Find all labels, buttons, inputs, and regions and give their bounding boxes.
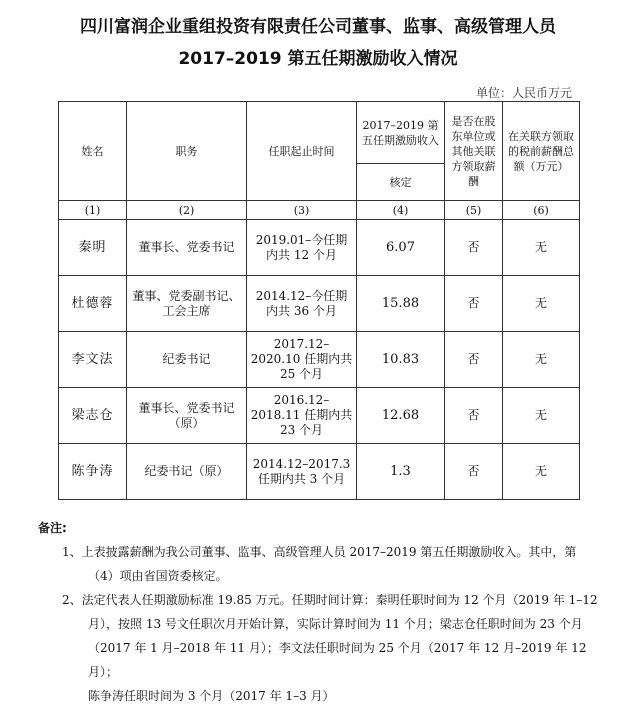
cell-incentive: 12.68 — [357, 388, 445, 444]
compensation-table — [58, 101, 580, 500]
notes-label: 备注: — [38, 521, 67, 535]
cell-position: 纪委书记（原） — [127, 444, 247, 500]
header-name: 姓名 — [59, 102, 127, 201]
header-related-total: 在关联方领取的税前薪酬总额（万元） — [503, 102, 580, 201]
cell-related-total: 无 — [503, 388, 580, 444]
cell-incentive: 1.3 — [357, 444, 445, 500]
cell-term: 2014.12–2017.3 任期内共 3 个月 — [247, 444, 357, 500]
page-subtitle: 2017–2019 第五任期激励收入情况 — [178, 49, 458, 69]
header-related: 是否在股东单位或其他关联方领取薪酬 — [445, 102, 503, 201]
cell-term: 2014.12–今任期内共 36 个月 — [247, 276, 357, 332]
table-row — [59, 444, 580, 500]
cell-related-total: 无 — [503, 332, 580, 388]
index-cell: (3) — [247, 201, 357, 220]
cell-related: 否 — [445, 220, 503, 276]
cell-incentive: 15.88 — [357, 276, 445, 332]
header-incentive: 2017–2019 第五任期激励收入 — [357, 102, 445, 164]
note-1-line-2: （4）项由省国资委核定。 — [88, 569, 228, 583]
notes-section — [38, 516, 598, 708]
index-cell: (1) — [59, 201, 127, 220]
note-2-line-3: （2017 年 1 月–2018 年 11 月）；李文法任职时间为 25 个月（2017 年 12 月–2019 年 12 月）； — [88, 641, 587, 679]
table-row — [59, 388, 580, 444]
cell-name: 陈争涛 — [59, 444, 127, 500]
cell-term: 2017.12–2020.10 任期内共 25 个月 — [247, 332, 357, 388]
cell-position: 董事、党委副书记、工会主席 — [127, 276, 247, 332]
cell-name: 杜德蓉 — [59, 276, 127, 332]
header-term: 任职起止时间 — [247, 102, 357, 201]
cell-related: 否 — [445, 332, 503, 388]
cell-related-total: 无 — [503, 220, 580, 276]
cell-incentive: 10.83 — [357, 332, 445, 388]
page-title: 四川富润企业重组投资有限责任公司董事、监事、高级管理人员 — [80, 17, 556, 37]
index-cell: (6) — [503, 201, 580, 220]
note-2-line-2: 月），按照 13 号文任职次月开始计算，实际计算时间为 11 个月；梁志仓任职时间为 23 个月 — [88, 617, 583, 631]
note-2-line-1: 2、法定代表人任期激励标准 19.85 万元。任期时间计算：秦明任职时间为 12 个月（2019 年 1–12 — [62, 593, 598, 607]
index-cell: (4) — [357, 201, 445, 220]
unit-label: 单位：人民币万元 — [475, 86, 572, 100]
cell-term: 2019.01–今任期内共 12 个月 — [247, 220, 357, 276]
cell-position: 董事长、党委书记 — [127, 220, 247, 276]
cell-position: 纪委书记 — [127, 332, 247, 388]
table-row — [59, 220, 580, 276]
cell-name: 梁志仓 — [59, 388, 127, 444]
cell-related-total: 无 — [503, 444, 580, 500]
cell-name: 李文法 — [59, 332, 127, 388]
cell-term: 2016.12–2018.11 任期内共 23 个月 — [247, 388, 357, 444]
table-row — [59, 332, 580, 388]
index-cell: (2) — [127, 201, 247, 220]
cell-incentive: 6.07 — [357, 220, 445, 276]
table-row — [59, 276, 580, 332]
index-cell: (5) — [445, 201, 503, 220]
index-row — [59, 201, 580, 220]
header-position: 职务 — [127, 102, 247, 201]
cell-name: 秦明 — [59, 220, 127, 276]
note-2-line-4: 陈争涛任职时间为 3 个月（2017 年 1–3 月） — [88, 689, 335, 703]
header-incentive-approved: 核定 — [357, 164, 445, 201]
cell-related: 否 — [445, 388, 503, 444]
cell-related-total: 无 — [503, 276, 580, 332]
note-1-line-1: 1、上表披露薪酬为我公司董事、监事、高级管理人员 2017–2019 第五任期激励收入。其中，第 — [62, 545, 577, 559]
cell-related: 否 — [445, 276, 503, 332]
cell-position: 董事长、党委书记（原） — [127, 388, 247, 444]
cell-related: 否 — [445, 444, 503, 500]
